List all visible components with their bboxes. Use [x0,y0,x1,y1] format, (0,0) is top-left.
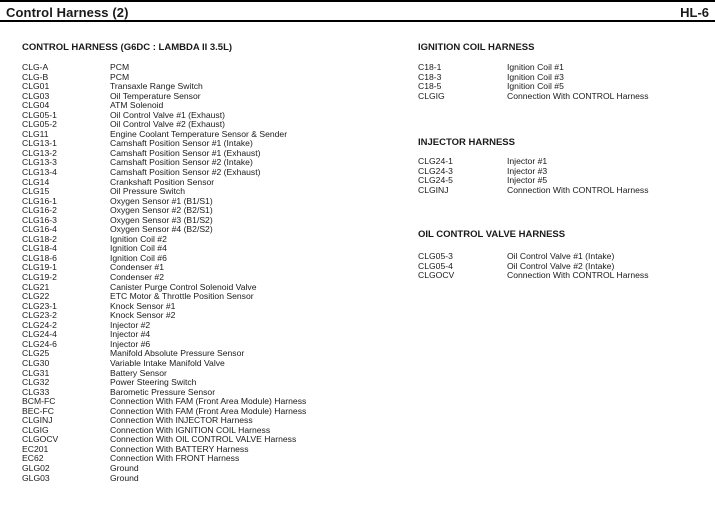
connector-description: Connection With CONTROL Harness [507,90,649,101]
connector-description: Injector #1 [507,156,548,166]
connector-description: Knock Sensor #1 [110,300,176,311]
connector-code: CLG33 [22,386,50,397]
connector-code: CLG13-1 [22,138,57,149]
connector-description: Oil Control Valve #2 (Intake) [507,260,615,271]
connector-code: CLG32 [22,377,50,388]
connector-description: Battery Sensor [110,367,167,378]
page-title: Control Harness (2) [6,5,129,20]
connector-description: Oil Control Valve #1 (Intake) [507,251,615,261]
connector-code: CLG04 [22,100,50,111]
connector-description: Ignition Coil #6 [110,252,167,263]
connector-description: ATM Solenoid [110,100,164,111]
connector-code: CLG19-1 [22,262,57,273]
connector-code: CLG11 [22,128,49,139]
connector-code: CLG24-1 [418,156,453,166]
connector-description: Injector #4 [110,329,151,340]
connector-description: Ignition Coil #1 [507,62,564,72]
connector-description: Oxygen Sensor #3 (B1/S2) [110,214,213,225]
connector-description: Injector #5 [507,175,548,186]
connector-code: CLGINJ [418,184,449,195]
connector-code: CLG05-2 [22,119,57,130]
connector-code: CLG24-3 [418,165,453,176]
connector-description: Crankshaft Position Sensor [110,176,215,187]
connector-code: CLG01 [22,81,50,92]
connector-code: CLG24-6 [22,338,57,349]
connector-description: Condenser #1 [110,262,164,273]
injector-harness-title: INJECTOR HARNESS [418,137,515,148]
connector-code: GLG03 [22,472,50,483]
connector-description: Engine Coolant Temperature Sensor & Sender [110,128,288,139]
connector-code: CLG18-6 [22,252,57,263]
page-number: HL-6 [680,5,709,20]
connector-code: EC62 [22,453,44,464]
connector-description: Transaxle Range Switch [110,81,203,92]
connector-description: Connection With BATTERY Harness [110,443,249,454]
connector-description: Camshaft Position Sensor #2 (Intake) [110,157,253,168]
connector-description: Oil Control Valve #1 (Exhaust) [110,109,225,120]
connector-description: Connection With CONTROL Harness [507,184,649,195]
control-harness-title: CONTROL HARNESS (G6DC : LAMBDA II 3.5L) [22,42,233,53]
connector-description: Injector #6 [110,338,151,349]
connector-code: CLG16-1 [22,195,57,206]
connector-code: CLGOCV [22,434,59,445]
connector-description: Ignition Coil #2 [110,233,167,244]
connector-code: CLG13-3 [22,157,57,168]
connector-code: CLG18-2 [22,233,57,244]
connector-code: CLG14 [22,176,50,187]
connector-description: ETC Motor & Throttle Position Sensor [110,291,254,302]
connector-code: C18-5 [418,81,442,92]
connector-code: CLG15 [22,186,50,197]
connector-code: CLGOCV [418,270,455,281]
connector-code: CLG-A [22,62,49,72]
connector-description: Manifold Absolute Pressure Sensor [110,348,245,359]
connector-code: CLG22 [22,291,50,302]
connector-code: CLG13-4 [22,167,57,178]
connector-description: Barometic Pressure Sensor [110,386,216,397]
connector-code: CLGIG [22,424,49,435]
connector-description: Oil Pressure Switch [110,186,185,197]
connector-code: CLG03 [22,90,50,101]
connector-description: Knock Sensor #2 [110,310,176,321]
connector-code: CLG24-4 [22,329,57,340]
connector-code: BEC-FC [22,405,54,416]
connector-description: Oxygen Sensor #2 (B2/S1) [110,205,213,216]
connector-code: CLG31 [22,367,50,378]
connector-description: Camshaft Position Sensor #1 (Intake) [110,138,253,149]
connector-code: CLG05-3 [418,251,453,261]
connector-description: Connection With INJECTOR Harness [110,415,253,426]
connector-code: CLG19-2 [22,272,57,283]
page-header [0,0,715,22]
connector-description: Camshaft Position Sensor #1 (Exhaust) [110,147,261,158]
connector-code: EC201 [22,443,49,454]
connector-description: Ground [110,472,139,483]
connector-description: PCM [110,71,130,82]
connector-code: CLG23-2 [22,310,57,321]
connector-description: Canister Purge Control Solenoid Valve [110,281,257,292]
connector-description: Connection With FRONT Harness [110,453,240,464]
connector-code: CLG24-2 [22,319,57,330]
connector-code: CLG16-2 [22,205,57,216]
connector-code: CLG13-2 [22,147,57,158]
connector-code: CLG23-1 [22,300,57,311]
connector-description: Ignition Coil #4 [110,243,167,254]
connector-code: CLG-B [22,71,49,82]
connector-description: Oxygen Sensor #1 (B1/S1) [110,195,213,206]
connector-code: C18-1 [418,62,442,72]
connector-description: Condenser #2 [110,272,164,283]
connector-code: CLG05-4 [418,260,453,271]
connector-code: GLG02 [22,462,50,473]
connector-code: CLG21 [22,281,50,292]
connector-description: Oil Temperature Sensor [110,90,201,101]
connector-description: Connection With IGNITION COIL Harness [110,424,271,435]
connector-code: CLGIG [418,90,445,101]
connector-code: CLGINJ [22,415,53,426]
connector-code: CLG18-4 [22,243,57,254]
connector-code: C18-3 [418,71,442,82]
connector-description: PCM [110,62,130,72]
connector-description: Camshaft Position Sensor #2 (Exhaust) [110,167,261,178]
connector-description: Injector #2 [110,319,151,330]
connector-description: Connection With FAM (Front Area Module) Harness [110,396,307,407]
connector-code: BCM-FC [22,396,56,407]
connector-description: Connection With FAM (Front Area Module) Harness [110,405,307,416]
connector-description: Power Steering Switch [110,377,197,388]
connector-description: Injector #3 [507,165,548,176]
connector-code: CLG16-4 [22,224,57,235]
ignition-coil-harness-title: IGNITION COIL HARNESS [418,42,535,53]
connector-description: Ignition Coil #5 [507,81,564,92]
connector-code: CLG24-5 [418,175,453,186]
connector-description: Connection With OIL CONTROL VALVE Harness [110,434,297,445]
connector-code: CLG16-3 [22,214,57,225]
connector-description: Ground [110,462,139,473]
connector-code: CLG25 [22,348,50,359]
connector-description: Oil Control Valve #2 (Exhaust) [110,119,225,130]
oil-control-valve-harness-title: OIL CONTROL VALVE HARNESS [418,229,566,240]
connector-code: CLG05-1 [22,109,57,120]
connector-description: Ignition Coil #3 [507,71,564,82]
connector-description: Variable Intake Manifold Valve [110,357,225,368]
connector-description: Oxygen Sensor #4 (B2/S2) [110,224,213,235]
connector-description: Connection With CONTROL Harness [507,270,649,281]
connector-code: CLG30 [22,357,50,368]
